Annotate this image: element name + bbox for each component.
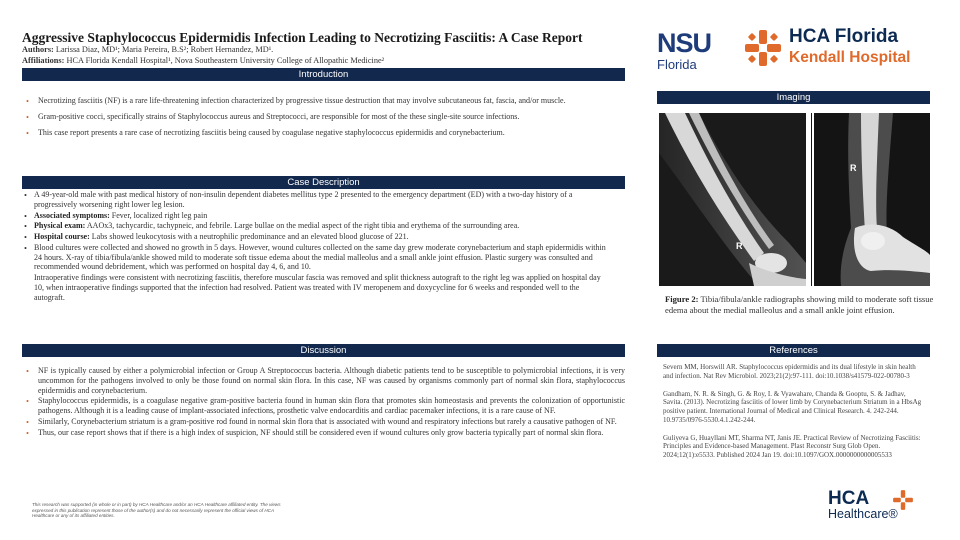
list-item xyxy=(24,211,609,221)
case-paragraph: Intraoperative findings were consistent with necrotizing fasciitis, therefore muscular fascia was removed and split thickness autograft to the right leg was applied on hospital day 10, when intraoperative findings supported that the infection had resolved. Patient was treated with IV meropenem and doxycycline for 6 weeks and responded well to the autograft. xyxy=(34,273,601,302)
nsu-logo-sub: Florida xyxy=(657,57,697,72)
authors-line xyxy=(22,45,273,54)
xray-tibia-fibula-lateral xyxy=(659,113,806,286)
imaging-header: Imaging xyxy=(657,91,930,104)
hca-logo-line2: Kendall Hospital xyxy=(789,49,911,66)
hca-healthcare-logo xyxy=(826,488,926,524)
list-item: • A 49-year-old male with past medical history of non-insulin dependent diabetes mellitus type 2 presented to the emergency department (ED) with a two-day history of a progressively worsening right lower leg lesion. xyxy=(24,190,609,210)
nsu-logo-main: NSU xyxy=(657,28,712,58)
reference-item: Gandham, N. R. & Singh, G. & Roy, I. & Vyawahare, Chanda & Gooptu, S. & Jadhav, Savita. (2013). Necrotizing fasciitis of lower limb by Corynebacterium Striatum in a HbsAg positive patient. International Journal of Medical and Clinical Research. 4. 242-244. 10.9735/0976-5530.4.1.242-244. xyxy=(663,389,922,424)
case-description-list xyxy=(24,190,609,302)
list-item: • This case report presents a rare case of necrotizing fasciitis being caused by coagulase negative staphylococcus epidermidis and corynebacterium. xyxy=(24,128,609,138)
case-label: Physical exam: xyxy=(34,221,86,231)
case-text: Labs showed leukocytosis with a neutrophilic predominance and an elevated blood glucose of 221. xyxy=(89,232,409,241)
case-description-header: Case Description xyxy=(22,176,625,189)
funding-footnote: This research was supported (in whole or in part) by HCA Healthcare and/or an HCA Healthcare affiliated entity. The views expressed in this publication represent those of the author(s) and do not necessarily represent the official views of HCA Healthcare or any of its affiliated entities. xyxy=(32,502,281,519)
references-header: References xyxy=(657,344,930,357)
hca-florida-logo xyxy=(743,26,943,72)
poster-title: Aggressive Staphylococcus Epidermidis Infection Leading to Necrotizing Fasciitis: A Case Report xyxy=(22,30,583,45)
reference-item: Severn MM, Horswill AR. Staphylococcus epidermidis and its dual lifestyle in skin health and infection. Nat Rev Microbiol. 2023;21(2):97-111. doi:10.1038/s41579-022-00780-3 xyxy=(663,363,916,380)
xray-left-marker: R xyxy=(736,241,743,251)
xray-ankle-lateral xyxy=(811,113,930,286)
figure-caption-label: Figure 2: xyxy=(665,294,699,304)
introduction-header: Introduction xyxy=(22,68,625,81)
discussion-header: Discussion xyxy=(22,344,625,357)
list-item xyxy=(24,221,609,231)
list-item: • Thus, our case report shows that if there is a high index of suspicion, NF should still be considered even if wound cultures only grow bacteria typically part of normal skin flora. xyxy=(24,428,625,438)
nsu-logo xyxy=(657,30,735,74)
authors-text: Larissa Diaz, MD¹; Maria Pereira, B.S²; Robert Hernandez, MD¹. xyxy=(55,45,274,54)
list-item: • Blood cultures were collected and showed no growth in 5 days. However, wound cultures collected on the same day grew moderate corynebacterium and staph epidermidis within 24 hours. X-ray of tibia/fibula/ankle showed mild to moderate soft tissue edema about the medial malleolus and a small ankle joint effusion. Plastic surgery was consulted and recommended wound debridement, which was performed on hospital day 4, 6, and 10. xyxy=(24,243,609,272)
references-list xyxy=(663,363,923,469)
list-item: • Staphylococcus epidermidis, is a coagulase negative gram-positive bacteria found in human skin flora that promotes skin homeostasis and prevents the colonization of opportunistic pathogens. Although it is a leading cause of implant-associated infections, prosthetic valve endocarditis and cardiac pacemaker infections, it is a rare cause of NF. xyxy=(24,396,625,416)
affiliations-text: HCA Florida Kendall Hospital¹, Nova Southeastern University College of Allopathic Medicine² xyxy=(66,56,385,65)
hca-healthcare-line1: HCA xyxy=(828,488,870,509)
hca-cross-icon xyxy=(743,28,783,68)
affiliations-label: Affiliations: xyxy=(22,56,65,65)
hca-logo-line1: HCA Florida xyxy=(789,26,899,47)
case-label: Associated symptoms: xyxy=(34,210,110,220)
list-item: • NF is typically caused by either a polymicrobial infection or Group A Streptococcus bacteria. Although diabetic patients tend to be susceptible to polymicrobial infections, it is very uncommon for the pathogens involved to only be those found on normal skin flora. In this case, NF was caused by organisms commonly part of normal skin flora, staphylococcus epidermidis and corynebacterium. xyxy=(24,366,625,395)
case-text: Fever, localized right leg pain xyxy=(109,210,208,220)
reference-item: Guliyeva G, Huayllani MT, Sharma NT, Janis JE. Practical Review of Necrotizing Fasciitis: Principles and Evidence-based Management. Plast Reconstr Surg Glob Open. 2024;12(1):e5533. Published 2024 Jan 19. doi:10.1097/GOX.0000000000005533 xyxy=(663,433,921,459)
affiliations-line xyxy=(22,56,384,65)
figure-caption-text: Tibia/fibula/ankle radiographs showing mild to moderate soft tissue edema about the medial malleolus and a small ankle joint effusion. xyxy=(665,294,934,316)
list-item: • Similarly, Corynebacterium striatum is a gram-positive rod found in normal skin flora that is associated with wound and respiratory infections but rarely a causative pathogen of NF. xyxy=(24,417,625,427)
introduction-list xyxy=(24,96,609,143)
list-item: • Necrotizing fasciitis (NF) is a rare life-threatening infection characterized by progressive tissue destruction that may involve subcutaneous fat, fascia, and/or muscle. xyxy=(24,96,609,106)
list-item xyxy=(24,232,609,242)
xray-image-left xyxy=(659,113,806,286)
case-text: AAOx3, tachycardic, tachypneic, and febrile. Large bullae on the medial aspect of the right tibia and erythema of the surrounding area. xyxy=(85,221,520,231)
list-item: • Gram-positive cocci, specifically strains of Staphylococcus aureus and Streptococci, are responsible for most of the these single-site source infections. xyxy=(24,112,609,122)
xray-right-marker: R xyxy=(850,163,857,173)
xray-image-right xyxy=(811,113,930,286)
figure-caption xyxy=(665,294,937,316)
hca-healthcare-line2: Healthcare® xyxy=(828,507,898,521)
case-label: Hospital course: xyxy=(34,232,90,241)
discussion-list xyxy=(24,366,625,438)
authors-label: Authors: xyxy=(22,45,54,54)
